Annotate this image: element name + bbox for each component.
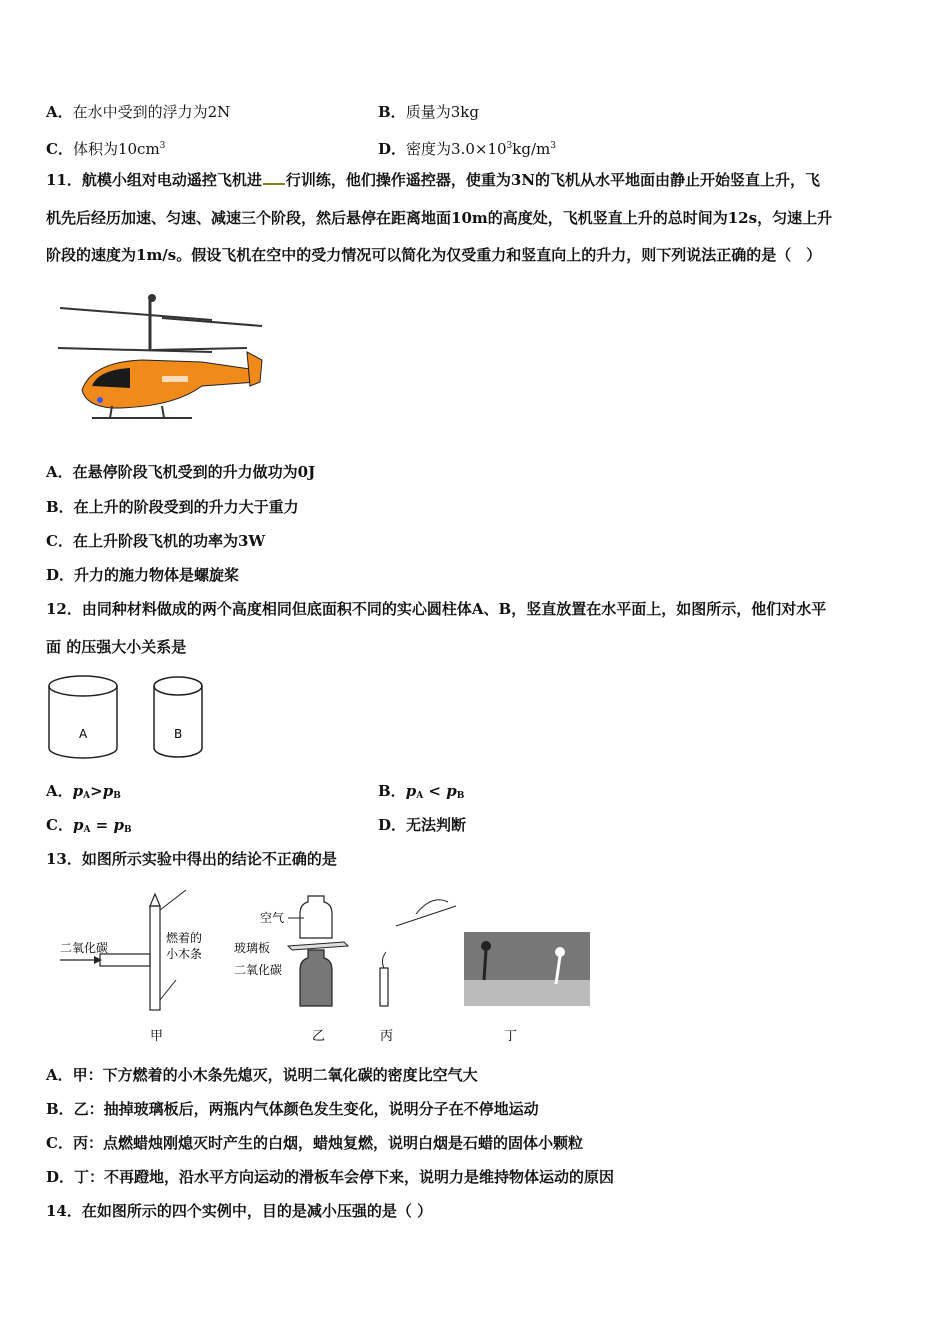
q11-option-b: B．在上升的阶段受到的升力大于重力 [46, 498, 299, 516]
q10-option-a: A．在水中受到的浮力为2N [46, 103, 231, 121]
cylinder-a-label: A [79, 727, 88, 741]
q14-stem: 14．在如图所示的四个实例中，目的是减小压强的是（ ） [46, 1202, 433, 1220]
q11-option-d: D．升力的施力物体是螺旋桨 [46, 566, 240, 584]
q11-option-a: A．在悬停阶段飞机受到的升力做功为0J [46, 463, 316, 481]
experiments-figure [56, 880, 616, 1050]
q10-option-c: C．体积为$10cm^3$ [46, 140, 166, 158]
q13-stem: 13．如图所示实验中得出的结论不正确的是 [46, 850, 337, 868]
q11-stem-line3: 阶段的速度为1m/s。假设飞机在空中的受力情况可以简化为仅受重力和竖直向上的升力，则下列说法正确的是（ ） [46, 246, 822, 264]
fig-stick-label-2: 小木条 [166, 947, 203, 961]
q13-option-d: D．丁：不再蹬地，沿水平方向运动的滑板车会停下来，说明力是维持物体运动的原因 [46, 1168, 615, 1186]
q12-option-a: A．$p_A>p_B$ [46, 782, 121, 801]
cylinders-figure [46, 672, 216, 762]
fig-caption-ding: 丁 [504, 1029, 518, 1044]
fig-co2-label: 二氧化碳 [60, 941, 109, 955]
q12-stem-line1: 12．由同种材料做成的两个高度相同但底面积不同的实心圆柱体A、B，竖直放置在水平面上，如图所示，他们对水平 [46, 600, 827, 618]
fig-glass-label: 玻璃板 [234, 941, 271, 955]
fig-co2b-label: 二氧化碳 [234, 963, 283, 977]
q10-option-b: B．质量为3kg [378, 103, 479, 121]
q12-stem-line2: 面 的压强大小关系是 [46, 638, 187, 656]
q10-option-d: D．密度为$3.0\times 10^3kg/m^3$ [378, 140, 556, 158]
q12-option-d: D．无法判断 [378, 816, 467, 834]
q11-option-c: C．在上升阶段飞机的功率为3W [46, 532, 266, 550]
fig-caption-yi: 乙 [312, 1029, 326, 1044]
q11-stem-line1: 11．航模小组对电动遥控飞机进 行训练，他们操作遥控器，使重为3N的飞机从水平地面由静止开始竖直上升，飞 [46, 171, 821, 189]
fig-stick-label-1: 燃着的 [166, 931, 203, 945]
fig-caption-jia: 甲 [150, 1029, 164, 1044]
q12-option-b: B．$p_A < p_B$ [378, 782, 465, 801]
q13-option-c: C．丙：点燃蜡烛刚熄灭时产生的白烟，蜡烛复燃，说明白烟是石蜡的固体小颗粒 [46, 1134, 583, 1152]
helicopter-image [52, 290, 272, 430]
fig-air-label: 空气 [260, 911, 285, 925]
q13-option-a: A．甲：下方燃着的小木条先熄灭，说明二氧化碳的密度比空气大 [46, 1066, 478, 1084]
q12-option-c: C．$p_A = p_B$ [46, 816, 132, 835]
cylinder-b-label: B [174, 727, 183, 741]
q11-stem-line2: 机先后经历加速、匀速、减速三个阶段，然后悬停在距离地面10m的高度处，飞机竖直上升的总时间为12s，匀速上升 [46, 209, 833, 227]
q13-option-b: B．乙：抽掉玻璃板后，两瓶内气体颜色发生变化，说明分子在不停地运动 [46, 1100, 539, 1118]
fig-caption-bing: 丙 [380, 1029, 394, 1044]
blank-underline [263, 173, 285, 185]
